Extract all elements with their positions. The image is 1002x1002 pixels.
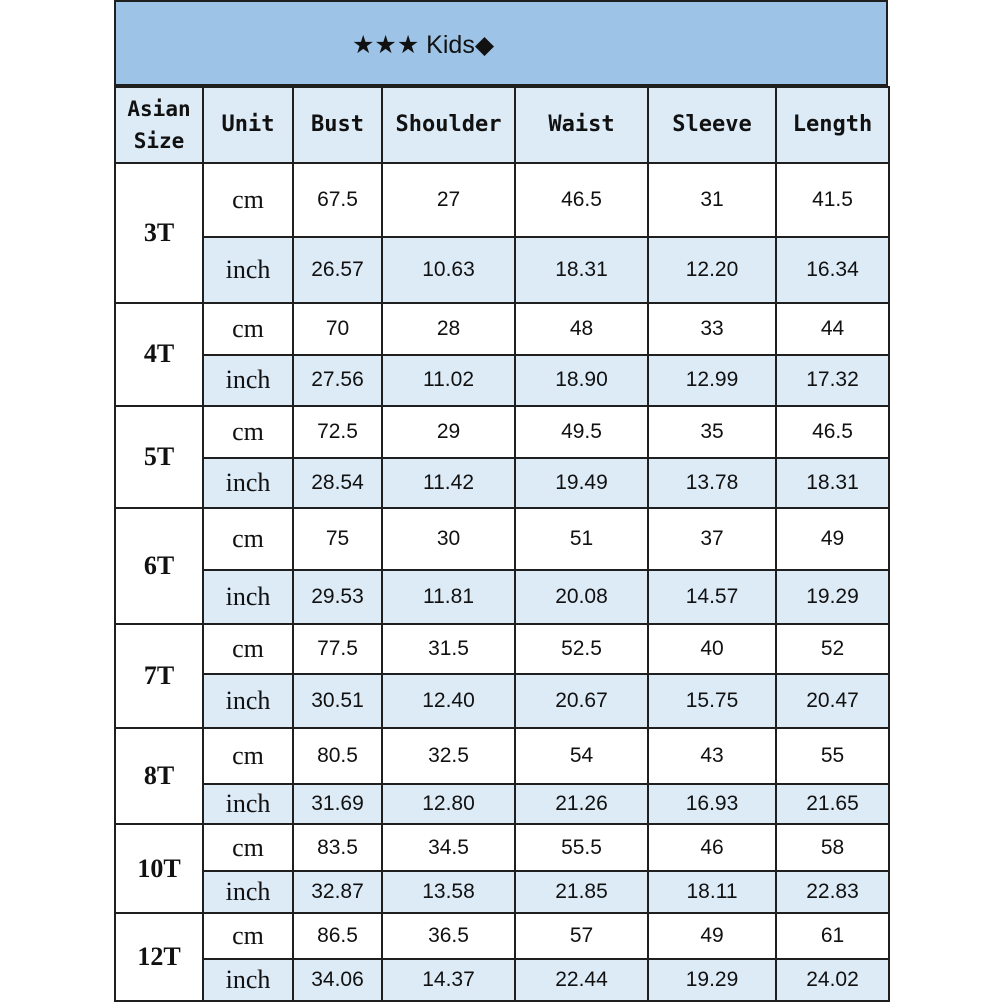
measurement-cell: 55.5 bbox=[515, 824, 648, 870]
measurement-cell: 18.11 bbox=[648, 871, 776, 913]
unit-label: inch bbox=[203, 355, 293, 405]
measurement-cell: 35 bbox=[648, 406, 776, 458]
measurement-cell: 43 bbox=[648, 728, 776, 784]
measurement-cell: 46.5 bbox=[515, 163, 648, 237]
table-row bbox=[115, 508, 889, 570]
unit-label: cm bbox=[203, 406, 293, 458]
unit-label: cm bbox=[203, 824, 293, 870]
measurement-cell: 77.5 bbox=[293, 624, 382, 674]
measurement-cell: 14.57 bbox=[648, 570, 776, 624]
unit-label: cm bbox=[203, 624, 293, 674]
header-shoulder: Shoulder bbox=[382, 87, 515, 163]
measurement-cell: 27.56 bbox=[293, 355, 382, 405]
header-bust: Bust bbox=[293, 87, 382, 163]
measurement-cell: 55 bbox=[776, 728, 889, 784]
header-unit: Unit bbox=[203, 87, 293, 163]
measurement-cell: 58 bbox=[776, 824, 889, 870]
measurement-cell: 67.5 bbox=[293, 163, 382, 237]
size-chart bbox=[114, 0, 888, 1002]
header-row bbox=[115, 87, 889, 163]
measurement-cell: 72.5 bbox=[293, 406, 382, 458]
measurement-cell: 12.20 bbox=[648, 237, 776, 303]
measurement-cell: 48 bbox=[515, 303, 648, 355]
measurement-cell: 19.29 bbox=[776, 570, 889, 624]
measurement-cell: 49 bbox=[648, 913, 776, 959]
measurement-cell: 80.5 bbox=[293, 728, 382, 784]
measurement-cell: 27 bbox=[382, 163, 515, 237]
measurement-cell: 12.80 bbox=[382, 784, 515, 824]
table-row bbox=[115, 458, 889, 508]
measurement-cell: 86.5 bbox=[293, 913, 382, 959]
unit-label: inch bbox=[203, 674, 293, 728]
measurement-cell: 61 bbox=[776, 913, 889, 959]
table-row bbox=[115, 163, 889, 237]
measurement-cell: 31.5 bbox=[382, 624, 515, 674]
header-length: Length bbox=[776, 87, 889, 163]
size-label: 6T bbox=[115, 508, 203, 624]
measurement-cell: 40 bbox=[648, 624, 776, 674]
measurement-cell: 70 bbox=[293, 303, 382, 355]
size-label: 12T bbox=[115, 913, 203, 1001]
size-table bbox=[114, 86, 890, 1002]
measurement-cell: 18.31 bbox=[776, 458, 889, 508]
measurement-cell: 14.37 bbox=[382, 959, 515, 1001]
measurement-cell: 20.47 bbox=[776, 674, 889, 728]
table-row bbox=[115, 959, 889, 1001]
chart-title-bar bbox=[114, 0, 888, 86]
measurement-cell: 41.5 bbox=[776, 163, 889, 237]
size-table-body bbox=[115, 163, 889, 1001]
measurement-cell: 37 bbox=[648, 508, 776, 570]
table-row bbox=[115, 624, 889, 674]
header-asian-size: Asian Size bbox=[115, 87, 203, 163]
measurement-cell: 22.44 bbox=[515, 959, 648, 1001]
table-row bbox=[115, 871, 889, 913]
chart-title: ★★★ Kids◆ bbox=[352, 31, 495, 59]
measurement-cell: 34.06 bbox=[293, 959, 382, 1001]
measurement-cell: 16.34 bbox=[776, 237, 889, 303]
measurement-cell: 21.65 bbox=[776, 784, 889, 824]
unit-label: cm bbox=[203, 303, 293, 355]
measurement-cell: 18.90 bbox=[515, 355, 648, 405]
measurement-cell: 34.5 bbox=[382, 824, 515, 870]
measurement-cell: 12.40 bbox=[382, 674, 515, 728]
measurement-cell: 28 bbox=[382, 303, 515, 355]
measurement-cell: 11.81 bbox=[382, 570, 515, 624]
measurement-cell: 22.83 bbox=[776, 871, 889, 913]
unit-label: inch bbox=[203, 871, 293, 913]
table-row bbox=[115, 570, 889, 624]
header-sleeve: Sleeve bbox=[648, 87, 776, 163]
measurement-cell: 13.58 bbox=[382, 871, 515, 913]
unit-label: inch bbox=[203, 959, 293, 1001]
size-label: 4T bbox=[115, 303, 203, 405]
measurement-cell: 17.32 bbox=[776, 355, 889, 405]
unit-label: cm bbox=[203, 728, 293, 784]
measurement-cell: 26.57 bbox=[293, 237, 382, 303]
table-row bbox=[115, 406, 889, 458]
header-waist: Waist bbox=[515, 87, 648, 163]
table-row bbox=[115, 824, 889, 870]
size-label: 8T bbox=[115, 728, 203, 824]
table-row bbox=[115, 303, 889, 355]
measurement-cell: 28.54 bbox=[293, 458, 382, 508]
measurement-cell: 57 bbox=[515, 913, 648, 959]
measurement-cell: 44 bbox=[776, 303, 889, 355]
measurement-cell: 20.67 bbox=[515, 674, 648, 728]
measurement-cell: 31 bbox=[648, 163, 776, 237]
measurement-cell: 52.5 bbox=[515, 624, 648, 674]
size-label: 10T bbox=[115, 824, 203, 912]
measurement-cell: 51 bbox=[515, 508, 648, 570]
size-label: 5T bbox=[115, 406, 203, 508]
table-row bbox=[115, 237, 889, 303]
measurement-cell: 30.51 bbox=[293, 674, 382, 728]
measurement-cell: 21.85 bbox=[515, 871, 648, 913]
measurement-cell: 83.5 bbox=[293, 824, 382, 870]
measurement-cell: 10.63 bbox=[382, 237, 515, 303]
size-label: 3T bbox=[115, 163, 203, 303]
table-row bbox=[115, 355, 889, 405]
measurement-cell: 46 bbox=[648, 824, 776, 870]
measurement-cell: 49.5 bbox=[515, 406, 648, 458]
measurement-cell: 46.5 bbox=[776, 406, 889, 458]
measurement-cell: 20.08 bbox=[515, 570, 648, 624]
table-row bbox=[115, 913, 889, 959]
measurement-cell: 13.78 bbox=[648, 458, 776, 508]
measurement-cell: 32.87 bbox=[293, 871, 382, 913]
table-row bbox=[115, 728, 889, 784]
unit-label: inch bbox=[203, 784, 293, 824]
measurement-cell: 52 bbox=[776, 624, 889, 674]
measurement-cell: 31.69 bbox=[293, 784, 382, 824]
measurement-cell: 16.93 bbox=[648, 784, 776, 824]
measurement-cell: 29.53 bbox=[293, 570, 382, 624]
measurement-cell: 32.5 bbox=[382, 728, 515, 784]
measurement-cell: 18.31 bbox=[515, 237, 648, 303]
measurement-cell: 75 bbox=[293, 508, 382, 570]
measurement-cell: 11.02 bbox=[382, 355, 515, 405]
measurement-cell: 30 bbox=[382, 508, 515, 570]
measurement-cell: 49 bbox=[776, 508, 889, 570]
measurement-cell: 36.5 bbox=[382, 913, 515, 959]
measurement-cell: 24.02 bbox=[776, 959, 889, 1001]
measurement-cell: 29 bbox=[382, 406, 515, 458]
size-label: 7T bbox=[115, 624, 203, 728]
table-row bbox=[115, 784, 889, 824]
measurement-cell: 11.42 bbox=[382, 458, 515, 508]
unit-label: inch bbox=[203, 458, 293, 508]
measurement-cell: 12.99 bbox=[648, 355, 776, 405]
measurement-cell: 19.49 bbox=[515, 458, 648, 508]
unit-label: cm bbox=[203, 913, 293, 959]
measurement-cell: 19.29 bbox=[648, 959, 776, 1001]
unit-label: cm bbox=[203, 508, 293, 570]
measurement-cell: 15.75 bbox=[648, 674, 776, 728]
table-row bbox=[115, 674, 889, 728]
unit-label: cm bbox=[203, 163, 293, 237]
measurement-cell: 21.26 bbox=[515, 784, 648, 824]
unit-label: inch bbox=[203, 237, 293, 303]
unit-label: inch bbox=[203, 570, 293, 624]
measurement-cell: 33 bbox=[648, 303, 776, 355]
measurement-cell: 54 bbox=[515, 728, 648, 784]
